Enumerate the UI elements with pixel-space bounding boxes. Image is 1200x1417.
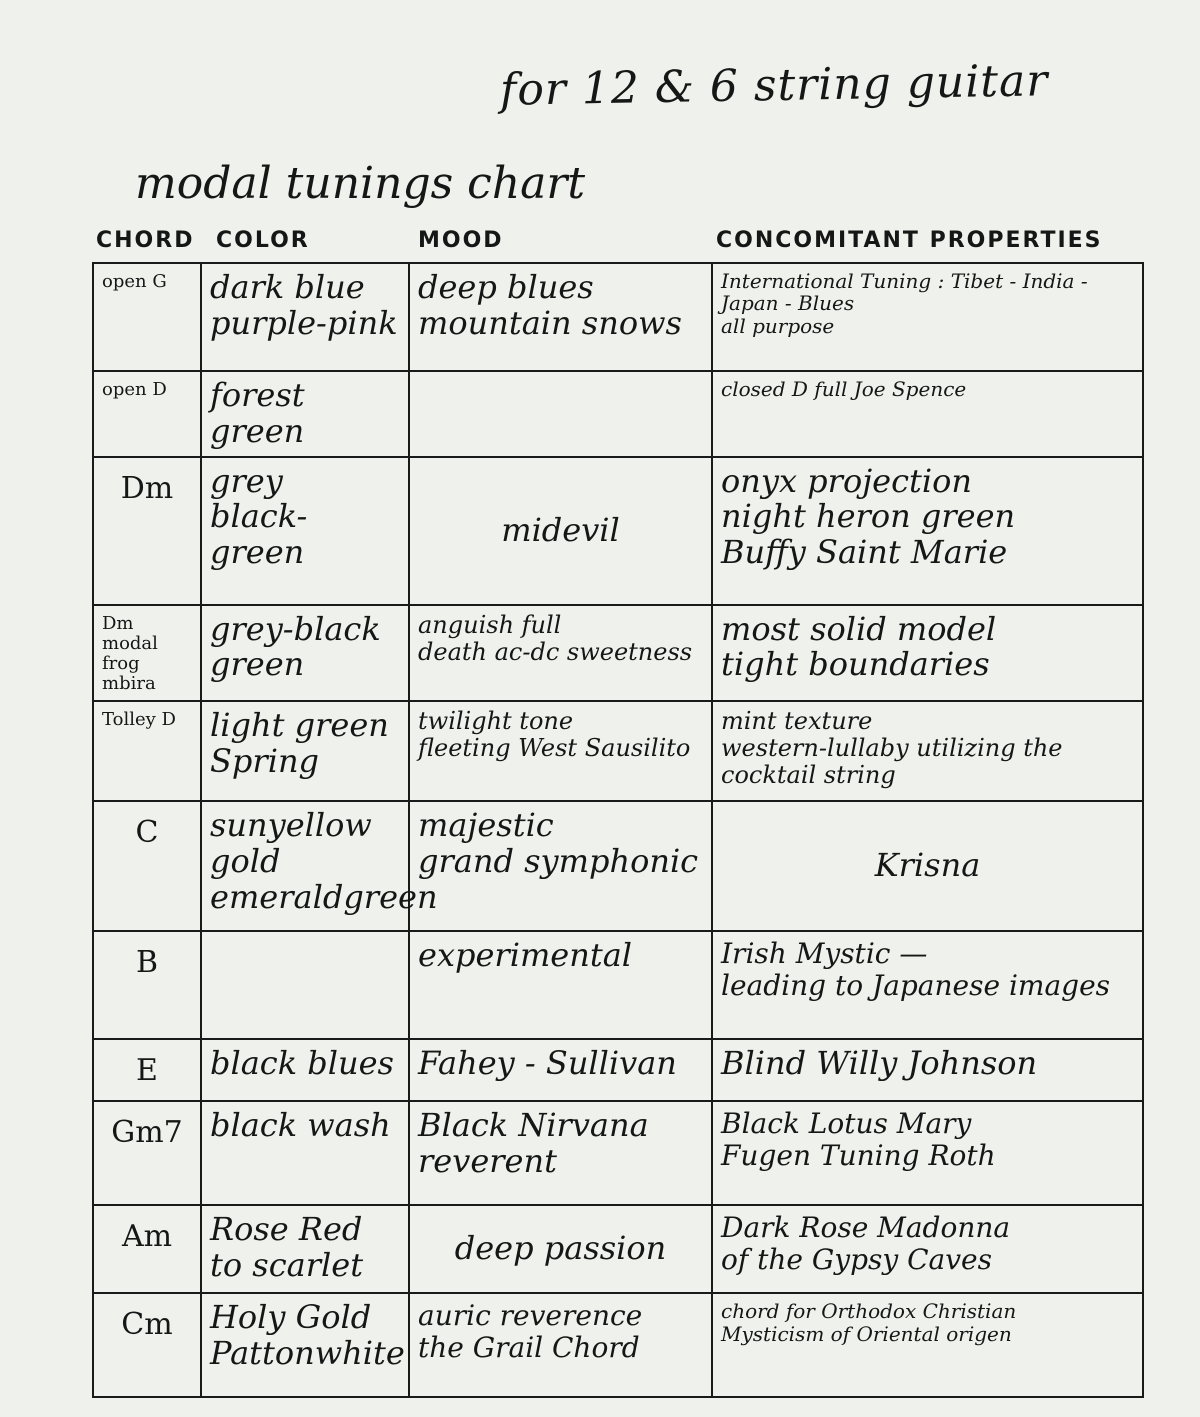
table-row (93, 457, 1143, 605)
color-cell: sunyellow gold emeraldgreen (201, 801, 409, 931)
table-row (93, 1293, 1143, 1397)
properties-cell: Black Lotus Mary Fugen Tuning Roth (712, 1101, 1143, 1205)
mood-cell: anguish full death ac-dc sweetness (409, 605, 712, 702)
mood-cell: Fahey - Sullivan (409, 1039, 712, 1101)
table-row (93, 801, 1143, 931)
chord-cell: open D (93, 371, 201, 457)
table-row (93, 1039, 1143, 1101)
chord-cell: B (93, 931, 201, 1039)
table-row (93, 371, 1143, 457)
chord-cell: Dm modal frog mbira (93, 605, 201, 702)
chord-cell: open G (93, 263, 201, 371)
mood-cell (409, 371, 712, 457)
chord-cell: Cm (93, 1293, 201, 1397)
color-cell: Rose Red to scarlet (201, 1205, 409, 1293)
header-mood: MOOD (418, 228, 504, 253)
header-color: COLOR (216, 228, 310, 253)
table-row (93, 931, 1143, 1039)
properties-cell: closed D full Joe Spence (712, 371, 1143, 457)
table-row (93, 1205, 1143, 1293)
mood-cell: deep passion (409, 1205, 712, 1293)
chord-cell: Gm7 (93, 1101, 201, 1205)
page-title: modal tunings chart (135, 158, 586, 209)
mood-cell: auric reverence the Grail Chord (409, 1293, 712, 1397)
mood-cell: majestic grand symphonic (409, 801, 712, 931)
tunings-table (92, 262, 1144, 1398)
table-row (93, 701, 1143, 801)
table-row (93, 1101, 1143, 1205)
color-cell: black blues (201, 1039, 409, 1101)
properties-cell: Irish Mystic — leading to Japanese images (712, 931, 1143, 1039)
color-cell: grey black-green (201, 457, 409, 605)
color-cell: black wash (201, 1101, 409, 1205)
properties-cell: International Tuning : Tibet - India - Japan - Blues all purpose (712, 263, 1143, 371)
chord-cell: Am (93, 1205, 201, 1293)
properties-cell: Dark Rose Madonna of the Gypsy Caves (712, 1205, 1143, 1293)
mood-cell: deep blues mountain snows (409, 263, 712, 371)
color-cell: light green Spring (201, 701, 409, 801)
properties-cell: chord for Orthodox Christian Mysticism of Oriental origen (712, 1293, 1143, 1397)
table-row (93, 263, 1143, 371)
chord-cell: Tolley D (93, 701, 201, 801)
header-chord: CHORD (96, 228, 195, 253)
properties-cell: most solid model tight boundaries (712, 605, 1143, 702)
color-cell: dark blue purple-pink (201, 263, 409, 371)
properties-cell: Blind Willy Johnson (712, 1039, 1143, 1101)
properties-cell: onyx projection night heron green Buffy Saint Marie (712, 457, 1143, 605)
mood-cell: twilight tone fleeting West Sausilito (409, 701, 712, 801)
color-cell: grey-black green (201, 605, 409, 702)
chord-cell: E (93, 1039, 201, 1101)
mood-cell: midevil (409, 457, 712, 605)
color-cell (201, 931, 409, 1039)
properties-cell: mint texture western-lullaby utilizing the cocktail string (712, 701, 1143, 801)
color-cell: forest green (201, 371, 409, 457)
color-cell: Holy Gold Pattonwhite (201, 1293, 409, 1397)
header-properties: CONCOMITANT PROPERTIES (716, 228, 1103, 253)
table-row (93, 605, 1143, 702)
mood-cell: Black Nirvana reverent (409, 1101, 712, 1205)
chord-cell: Dm (93, 457, 201, 605)
mood-cell: experimental (409, 931, 712, 1039)
properties-cell: Krisna (712, 801, 1143, 931)
page-subtitle: for 12 & 6 string guitar (499, 55, 1049, 116)
chord-cell: C (93, 801, 201, 931)
